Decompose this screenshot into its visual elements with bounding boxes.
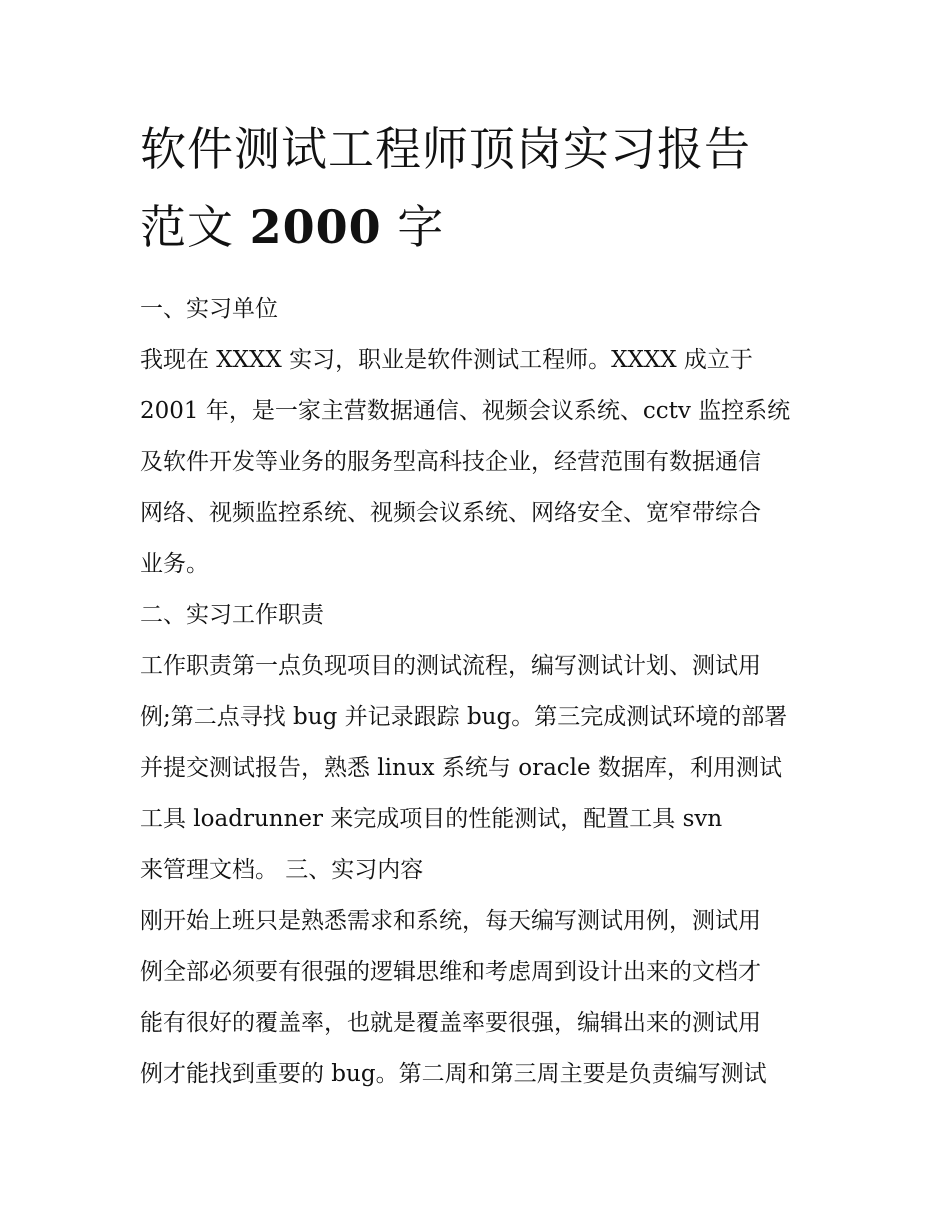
paragraph-line: 能有很好的覆盖率，也就是覆盖率要很强，编辑出来的测试用 (140, 1010, 761, 1036)
paragraph-line: 刚开始上班只是熟悉需求和系统，每天编写测试用例，测试用 (140, 908, 761, 934)
paragraph-line: 并提交测试报告，熟悉 linux 系统与 oracle 数据库，利用测试 (140, 755, 782, 781)
title-word-count: 2000 (249, 200, 382, 254)
paragraph-line: 例;第二点寻找 bug 并记录跟踪 bug。第三完成测试环境的部署 (140, 704, 788, 730)
title-word-fanwen: 范文 (140, 200, 234, 254)
paragraph-internship-unit (140, 335, 820, 590)
paragraph-line: 及软件开发等业务的服务型高科技企业，经营范围有数据通信 (140, 449, 761, 475)
document-page (140, 110, 820, 1100)
paragraph-line: 工作职责第一点负现项目的测试流程，编写测试计划、测试用 (140, 653, 761, 679)
title-line-2 (140, 188, 820, 266)
section-heading-job-duties: 二、实习工作职责 (140, 602, 324, 628)
paragraph-line: 工具 loadrunner 来完成项目的性能测试，配置工具 svn (140, 806, 723, 832)
paragraph-line: 业务。 (140, 551, 209, 577)
paragraph-line: 网络、视频监控系统、视频会议系统、网络安全、宽窄带综合 (140, 500, 761, 526)
paragraph-line: 我现在 XXXX 实习，职业是软件测试工程师。XXXX 成立于 (140, 347, 753, 373)
paragraph-internship-content (140, 896, 820, 1100)
document-title (140, 110, 820, 266)
paragraph-line: 2001 年，是一家主营数据通信、视频会议系统、cctv 监控系统 (140, 398, 791, 424)
paragraph-line: 例才能找到重要的 bug。第二周和第三周主要是负责编写测试 (140, 1061, 767, 1087)
paragraph-line: 来管理文档。 三、实习内容 (140, 857, 424, 883)
title-line-1: 软件测试工程师顶岗实习报告 (140, 122, 751, 176)
title-word-zi: 字 (397, 200, 445, 254)
section-heading-internship-unit: 一、实习单位 (140, 296, 278, 322)
paragraph-job-duties (140, 641, 820, 896)
paragraph-line: 例全部必须要有很强的逻辑思维和考虑周到设计出来的文档才 (140, 959, 761, 985)
